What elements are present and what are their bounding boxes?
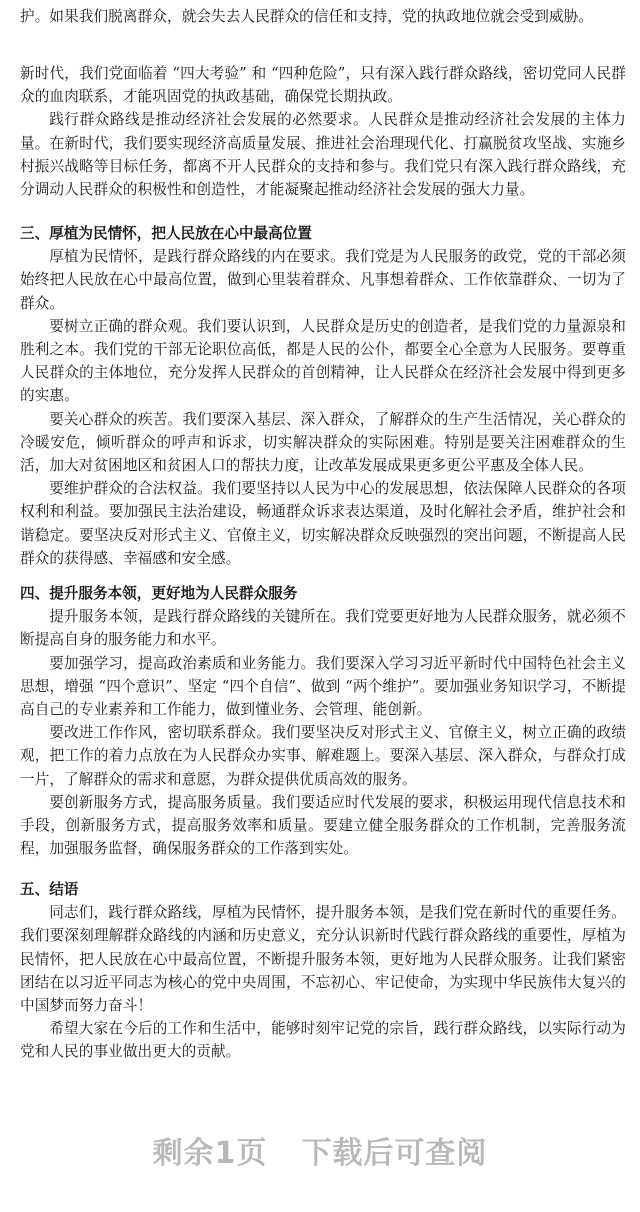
section-three-heading: 三、厚植为民情怀，把人民放在心中最高位置 <box>20 225 312 242</box>
section-four-paragraph-2: 要加强学习，提高政治素质和业务能力。我们要深入学习习近平新时代中国特色社会主义思想，增强 “四个意识”、坚定 “四个自信”、做到 “两个维护”。要加强业务知识学习，不断提高自己的专业素养和工作能力，做到懂业务、会管理、能创新。 <box>20 654 626 719</box>
section-four-heading: 四、提升服务本领，更好地为人民群众服务 <box>20 585 298 602</box>
section-four-paragraph-3: 要改进工作作风，密切联系群众。我们要坚决反对形式主义、官僚主义，树立正确的政绩观，把工作的着力点放在为人民群众办实事、解难题上。要深入基层、深入群众，与群众打成一片，了解群众的需求和意愿，为群众提供优质高效的服务。 <box>20 724 626 788</box>
download-to-view-label: 下载后可查阅 <box>301 1136 488 1171</box>
section-five-paragraph-1: 同志们，践行群众路线，厚植为民情怀，提升服务本领，是我们党在新时代的重要任务。我们要深刻理解群众路线的内涵和历史意义，充分认识新时代践行群众路线的重要性，厚植为民情怀，把人民放在心中最高位置，不断提升服务本领，更好地为人民群众服务。让我们紧密团结在以习近平同志为核心的党中央周围，不忘初心、牢记使命，为实现中华民族伟大复兴的中国梦而努力奋斗！ <box>20 904 626 1015</box>
intro-block <box>20 62 626 201</box>
section-five-heading: 五、结语 <box>20 881 79 898</box>
remaining-pages-label: 剩余1页 <box>152 1136 268 1171</box>
section-four-paragraph-1: 提升服务本领，是践行群众路线的关键所在。我们党要更好地为人民群众服务，就必须不断提高自身的服务能力和水平。 <box>20 608 626 649</box>
section-five-paragraph-2: 希望大家在今后的工作和生活中，能够时刻牢记党的宗旨，践行群众路线，以实际行动为党和人民的事业做出更大的贡献。 <box>20 1020 626 1061</box>
section-four <box>20 582 626 860</box>
section-four-paragraph-4: 要创新服务方式，提高服务质量。我们要适应时代发展的要求，积极运用现代信息技术和手段，创新服务方式，提高服务效率和质量。要建立健全服务群众的工作机制，完善服务流程，加强服务监督，确保服务群众的工作落到实处。 <box>20 793 626 858</box>
paragraph-economic-development: 践行群众路线是推动经济社会发展的必然要求。人民群众是推动经济社会发展的主体力量。在新时代，我们要实现经济高质量发展、推进社会治理现代化、打赢脱贫攻坚战、实施乡村振兴战略等目标任务，都离不开人民群众的支持和参与。我们党只有深入践行群众路线，充分调动人民群众的积极性和创造性，才能凝聚起推动经济社会发展的强大力量。 <box>20 111 626 199</box>
section-three-paragraph-2: 要树立正确的群众观。我们要认识到，人民群众是历史的创造者，是我们党的力量源泉和胜利之本。我们党的干部无论职位高低，都是人民的公仆，都要全心全意为人民服务。要尊重人民群众的主体地位，充分发挥人民群众的首创精神，让人民群众在经济社会发展中得到更多的实惠。 <box>20 317 626 405</box>
fragment-block <box>20 5 626 28</box>
section-three-paragraph-1: 厚植为民情怀，是践行群众路线的内在要求。我们党是为人民服务的政党，党的干部必须始终把人民放在心中最高位置，做到心里装着群众、凡事想着群众、工作依靠群众、一切为了群众。 <box>20 248 626 312</box>
section-three-paragraph-4: 要维护群众的合法权益。我们要坚持以人民为中心的发展思想，依法保障人民群众的各项权利和利益。要加强民主法治建设，畅通群众诉求表达渠道，及时化解社会矛盾，维护社会和谐稳定。要坚决反对形式主义、官僚主义，切实解决群众反映强烈的突出问题，不断提高人民群众的获得感、幸福感和安全感。 <box>20 480 626 567</box>
section-three-paragraph-3: 要关心群众的疾苦。我们要深入基层、深入群众，了解群众的生产生活情况，关心群众的冷暖安危，倾听群众的呼声和诉求，切实解决群众的实际困难。特别是要关注困难群众的生活，加大对贫困地区和贫困人口的帮扶力度，让改革发展成果更多更公平惠及全体人民。 <box>20 410 626 475</box>
section-three <box>20 222 626 570</box>
paragraph-new-era: 新时代，我们党面临着 “四大考验” 和 “四种危险”，只有深入践行群众路线，密切党同人民群众的血肉联系，才能巩固党的执政基础，确保党长期执政。 <box>20 65 626 106</box>
download-prompt[interactable] <box>0 1128 640 1172</box>
section-five <box>20 878 626 1064</box>
paragraph-fragment: 护。如果我们脱离群众，就会失去人民群众的信任和支持，党的执政地位就会受到威胁。 <box>20 8 594 25</box>
